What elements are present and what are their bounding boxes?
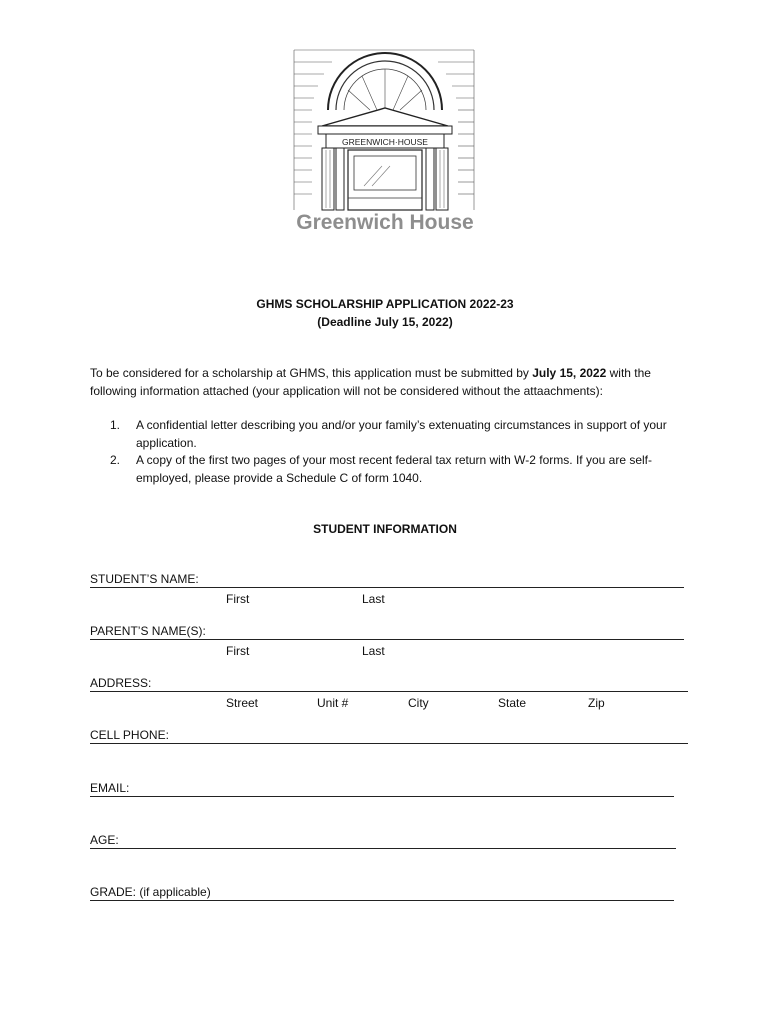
requirement-number: 2.	[110, 453, 121, 467]
address-line[interactable]	[90, 691, 688, 692]
form-deadline: (Deadline July 15, 2022)	[317, 315, 453, 329]
intro-paragraph	[90, 364, 690, 400]
requirement-item	[110, 452, 690, 487]
parent-name-line[interactable]	[90, 639, 684, 640]
age-field[interactable]	[90, 835, 676, 849]
grade-label: GRADE: (if applicable)	[90, 885, 211, 899]
cell-phone-field[interactable]	[90, 730, 688, 744]
email-label: EMAIL:	[90, 781, 130, 795]
age-line[interactable]	[90, 848, 676, 849]
student-name-label: STUDENT’S NAME:	[90, 572, 199, 586]
cell-phone-label: CELL PHONE:	[90, 728, 169, 742]
address-state-sublabel: State	[498, 696, 527, 710]
requirement-item	[110, 417, 690, 452]
parent-first-sublabel: First	[226, 644, 250, 658]
address-city-sublabel: City	[408, 696, 429, 710]
parent-last-sublabel: Last	[362, 644, 385, 658]
grade-field[interactable]	[90, 887, 674, 901]
email-line[interactable]	[90, 796, 674, 797]
intro-text-end: with the following information attached (your application will not be considered without the attaachments):	[90, 366, 651, 398]
address-field[interactable]	[90, 678, 688, 692]
svg-text:GREENWICH·HOUSE: GREENWICH·HOUSE	[342, 137, 428, 147]
intro-text-start: To be considered for a scholarship at GHMS, this application must be submitted by	[90, 366, 533, 380]
address-street-sublabel: Street	[226, 696, 259, 710]
parent-name-label: PARENT’S NAME(S):	[90, 624, 206, 638]
email-field[interactable]	[90, 783, 674, 797]
address-unit-sublabel: Unit #	[317, 696, 349, 710]
address-zip-sublabel: Zip	[588, 696, 605, 710]
student-name-line[interactable]	[90, 587, 684, 588]
age-label: AGE:	[90, 833, 119, 847]
grade-line[interactable]	[90, 900, 674, 901]
logo-caption: Greenwich House	[296, 211, 474, 234]
requirement-number: 1.	[110, 418, 121, 432]
requirement-text: A confidential letter describing you and/or your family’s extenuating circumstances in support of your application.	[136, 418, 667, 450]
intro-deadline-date: July 15, 2022	[532, 366, 607, 380]
section-title-student-information: STUDENT INFORMATION	[313, 522, 457, 536]
requirement-text: A copy of the first two pages of your most recent federal tax return with W-2 forms. If you are self-employed, please provide a Schedule C of form 1040.	[136, 453, 652, 485]
address-label: ADDRESS:	[90, 676, 152, 690]
student-name-field[interactable]	[90, 574, 684, 588]
student-first-sublabel: First	[226, 592, 250, 606]
cell-phone-line[interactable]	[90, 743, 688, 744]
student-last-sublabel: Last	[362, 592, 385, 606]
parent-name-field[interactable]	[90, 626, 684, 640]
greenwich-house-logo	[292, 48, 478, 238]
requirements-list	[110, 417, 690, 487]
form-title: GHMS SCHOLARSHIP APPLICATION 2022-23	[256, 297, 514, 311]
